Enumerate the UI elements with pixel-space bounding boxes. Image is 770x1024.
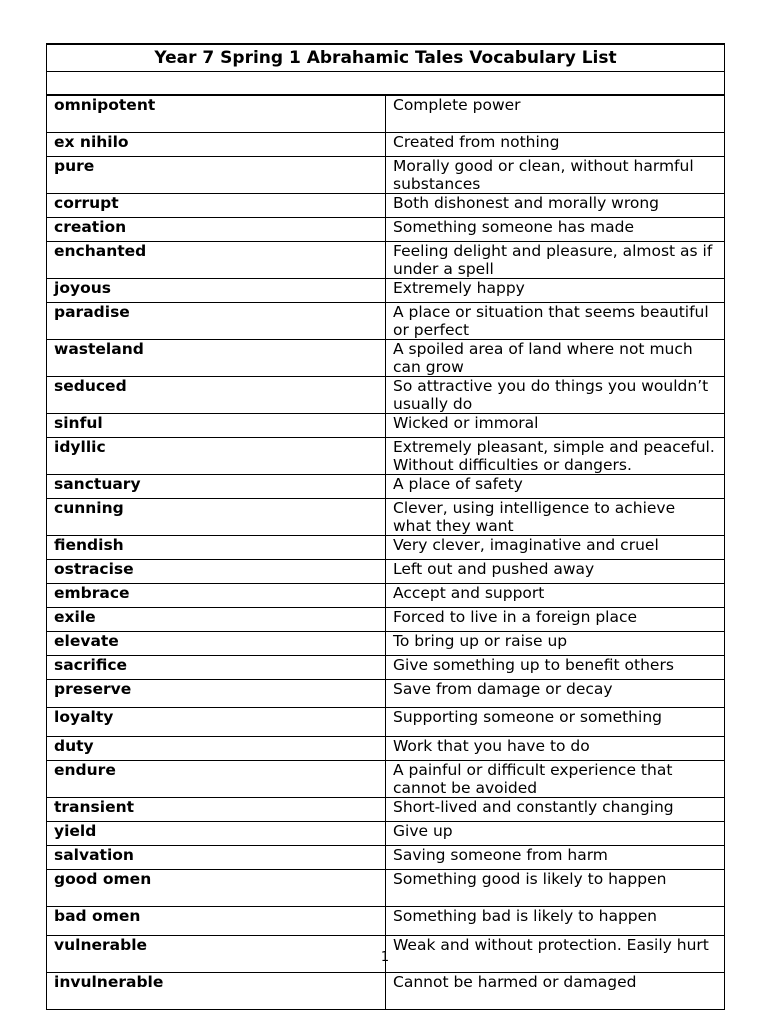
vocabulary-term: pure xyxy=(47,156,386,193)
vocabulary-row xyxy=(47,132,725,156)
vocabulary-definition: Wicked or immoral xyxy=(386,413,725,437)
vocabulary-row xyxy=(47,821,725,845)
vocabulary-definition: Left out and pushed away xyxy=(386,559,725,583)
vocabulary-definition: A spoiled area of land where not much can grow xyxy=(386,339,725,376)
vocabulary-definition: A place or situation that seems beautiful or perfect xyxy=(386,302,725,339)
vocabulary-row xyxy=(47,376,725,413)
vocabulary-term: wasteland xyxy=(47,339,386,376)
vocabulary-row xyxy=(47,193,725,217)
vocabulary-term: salvation xyxy=(47,845,386,869)
vocabulary-definition: Short-lived and constantly changing xyxy=(386,797,725,821)
vocabulary-term: sanctuary xyxy=(47,474,386,498)
vocabulary-definition: Accept and support xyxy=(386,583,725,607)
vocabulary-definition: So attractive you do things you wouldn’t usually do xyxy=(386,376,725,413)
vocabulary-row xyxy=(47,906,725,935)
blank-cell xyxy=(47,71,725,95)
title-row xyxy=(47,44,725,71)
vocabulary-row xyxy=(47,156,725,193)
vocabulary-term: exile xyxy=(47,607,386,631)
vocabulary-definition: Forced to live in a foreign place xyxy=(386,607,725,631)
vocabulary-definition: Both dishonest and morally wrong xyxy=(386,193,725,217)
blank-row xyxy=(47,71,725,95)
vocabulary-row xyxy=(47,217,725,241)
vocabulary-definition: Extremely happy xyxy=(386,278,725,302)
vocabulary-term: ex nihilo xyxy=(47,132,386,156)
vocabulary-term: idyllic xyxy=(47,437,386,474)
vocabulary-row xyxy=(47,707,725,736)
vocabulary-row xyxy=(47,797,725,821)
vocabulary-term: enchanted xyxy=(47,241,386,278)
vocabulary-definition: Clever, using intelligence to achieve what they want xyxy=(386,498,725,535)
vocabulary-term: bad omen xyxy=(47,906,386,935)
vocabulary-row xyxy=(47,241,725,278)
vocabulary-definition: Complete power xyxy=(386,95,725,132)
vocabulary-definition: Give up xyxy=(386,821,725,845)
page-number: 1 xyxy=(380,950,390,965)
vocabulary-definition: To bring up or raise up xyxy=(386,631,725,655)
vocabulary-row xyxy=(47,845,725,869)
vocabulary-row xyxy=(47,972,725,1009)
vocabulary-row xyxy=(47,474,725,498)
vocabulary-row xyxy=(47,760,725,797)
vocabulary-row xyxy=(47,607,725,631)
vocabulary-table xyxy=(46,43,725,1010)
vocabulary-row xyxy=(47,498,725,535)
vocabulary-term: sacrifice xyxy=(47,655,386,679)
vocabulary-term: ostracise xyxy=(47,559,386,583)
vocabulary-definition: Something good is likely to happen xyxy=(386,869,725,906)
vocabulary-term: duty xyxy=(47,736,386,760)
vocabulary-term: preserve xyxy=(47,679,386,707)
vocabulary-term: endure xyxy=(47,760,386,797)
vocabulary-row xyxy=(47,437,725,474)
vocabulary-row xyxy=(47,869,725,906)
vocabulary-definition: Supporting someone or something xyxy=(386,707,725,736)
vocabulary-definition: Saving someone from harm xyxy=(386,845,725,869)
vocabulary-term: yield xyxy=(47,821,386,845)
vocabulary-term: omnipotent xyxy=(47,95,386,132)
vocabulary-row xyxy=(47,302,725,339)
vocabulary-definition: Save from damage or decay xyxy=(386,679,725,707)
vocabulary-term: sinful xyxy=(47,413,386,437)
vocabulary-term: invulnerable xyxy=(47,972,386,1009)
vocabulary-term: joyous xyxy=(47,278,386,302)
vocabulary-definition: A painful or difficult experience that cannot be avoided xyxy=(386,760,725,797)
vocabulary-table-body xyxy=(47,44,725,1009)
vocabulary-definition: Created from nothing xyxy=(386,132,725,156)
vocabulary-definition: Weak and without protection. Easily hurt xyxy=(386,935,725,972)
vocabulary-term: cunning xyxy=(47,498,386,535)
vocabulary-definition: A place of safety xyxy=(386,474,725,498)
vocabulary-term: fiendish xyxy=(47,535,386,559)
vocabulary-row xyxy=(47,679,725,707)
vocabulary-row xyxy=(47,413,725,437)
vocabulary-definition: Something bad is likely to happen xyxy=(386,906,725,935)
vocabulary-definition: Very clever, imaginative and cruel xyxy=(386,535,725,559)
vocabulary-row xyxy=(47,559,725,583)
vocabulary-definition: Morally good or clean, without harmful substances xyxy=(386,156,725,193)
vocabulary-term: seduced xyxy=(47,376,386,413)
vocabulary-definition: Extremely pleasant, simple and peaceful. Without difficulties or dangers. xyxy=(386,437,725,474)
vocabulary-term: loyalty xyxy=(47,707,386,736)
vocabulary-term: transient xyxy=(47,797,386,821)
vocabulary-definition: Feeling delight and pleasure, almost as if under a spell xyxy=(386,241,725,278)
vocabulary-term: elevate xyxy=(47,631,386,655)
vocabulary-definition: Work that you have to do xyxy=(386,736,725,760)
vocabulary-row xyxy=(47,278,725,302)
vocabulary-term: corrupt xyxy=(47,193,386,217)
vocabulary-definition: Give something up to benefit others xyxy=(386,655,725,679)
vocabulary-row xyxy=(47,631,725,655)
vocabulary-row xyxy=(47,339,725,376)
vocabulary-term: paradise xyxy=(47,302,386,339)
vocabulary-term: embrace xyxy=(47,583,386,607)
vocabulary-row xyxy=(47,583,725,607)
vocabulary-definition: Cannot be harmed or damaged xyxy=(386,972,725,1009)
vocabulary-term: vulnerable xyxy=(47,935,386,972)
vocabulary-definition: Something someone has made xyxy=(386,217,725,241)
vocabulary-row xyxy=(47,736,725,760)
vocabulary-term: creation xyxy=(47,217,386,241)
vocabulary-term: good omen xyxy=(47,869,386,906)
vocabulary-row xyxy=(47,655,725,679)
vocabulary-row xyxy=(47,535,725,559)
document-title: Year 7 Spring 1 Abrahamic Tales Vocabulary List xyxy=(47,44,725,71)
vocabulary-row xyxy=(47,95,725,132)
